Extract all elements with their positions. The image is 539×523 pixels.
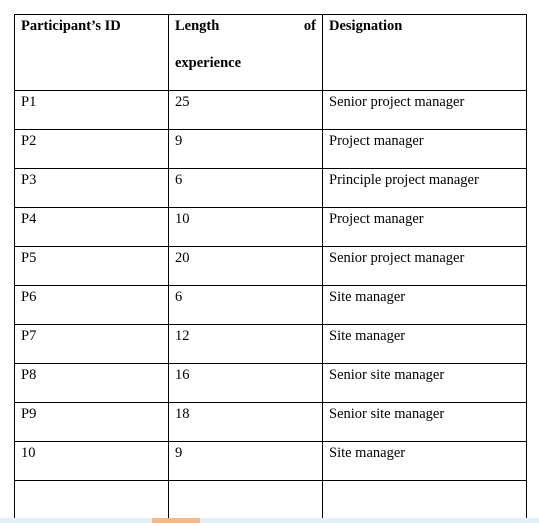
- header-length-word-length: Length: [175, 18, 220, 34]
- table-row: [15, 247, 527, 286]
- cell-length: 25: [169, 91, 323, 130]
- cell-length: [169, 481, 323, 520]
- cell-participant-id: P3: [15, 169, 169, 208]
- cell-participant-id: P9: [15, 403, 169, 442]
- table-body: [15, 91, 527, 520]
- table-row: [15, 208, 527, 247]
- cell-length: 9: [169, 130, 323, 169]
- cell-length: 20: [169, 247, 323, 286]
- header-participant-id: [15, 15, 169, 91]
- cell-designation: Principle project manager: [323, 169, 527, 208]
- table-row-empty: [15, 481, 527, 520]
- table-row: [15, 325, 527, 364]
- cell-designation: Project manager: [323, 208, 527, 247]
- cell-designation: Site manager: [323, 286, 527, 325]
- cell-participant-id: P6: [15, 286, 169, 325]
- cell-designation: Site manager: [323, 442, 527, 481]
- participants-table: [14, 14, 527, 520]
- table-row: [15, 403, 527, 442]
- header-designation-label: Designation: [329, 18, 403, 34]
- table-row: [15, 91, 527, 130]
- cell-participant-id: P5: [15, 247, 169, 286]
- header-length-of-experience: [169, 15, 323, 91]
- table-row: [15, 169, 527, 208]
- header-participant-id-label: Participant’s ID: [21, 18, 121, 34]
- bottom-edge-accent: [152, 518, 200, 523]
- cell-designation: Site manager: [323, 325, 527, 364]
- cell-length: 12: [169, 325, 323, 364]
- cell-participant-id: [15, 481, 169, 520]
- cell-length: 9: [169, 442, 323, 481]
- header-length-word-experience: experience: [175, 55, 242, 71]
- cell-participant-id: P7: [15, 325, 169, 364]
- cell-designation: Senior project manager: [323, 91, 527, 130]
- header-designation: [323, 15, 527, 91]
- cell-length: 10: [169, 208, 323, 247]
- cell-designation: Senior site manager: [323, 403, 527, 442]
- cell-participant-id: P8: [15, 364, 169, 403]
- table-row: [15, 286, 527, 325]
- cell-designation: Project manager: [323, 130, 527, 169]
- cell-participant-id: 10: [15, 442, 169, 481]
- cell-designation: Senior site manager: [323, 364, 527, 403]
- cell-designation: [323, 481, 527, 520]
- header-length-line1: [175, 17, 316, 35]
- bottom-edge-strip: [0, 518, 539, 523]
- cell-length: 16: [169, 364, 323, 403]
- header-row: [15, 15, 527, 91]
- cell-length: 6: [169, 286, 323, 325]
- cell-length: 18: [169, 403, 323, 442]
- table-row: [15, 364, 527, 403]
- cell-participant-id: P4: [15, 208, 169, 247]
- cell-designation: Senior project manager: [323, 247, 527, 286]
- cell-participant-id: P2: [15, 130, 169, 169]
- header-length-word-of: of: [303, 18, 316, 34]
- cell-length: 6: [169, 169, 323, 208]
- table-row: [15, 442, 527, 481]
- table-row: [15, 130, 527, 169]
- table-header: [15, 15, 527, 91]
- cell-participant-id: P1: [15, 91, 169, 130]
